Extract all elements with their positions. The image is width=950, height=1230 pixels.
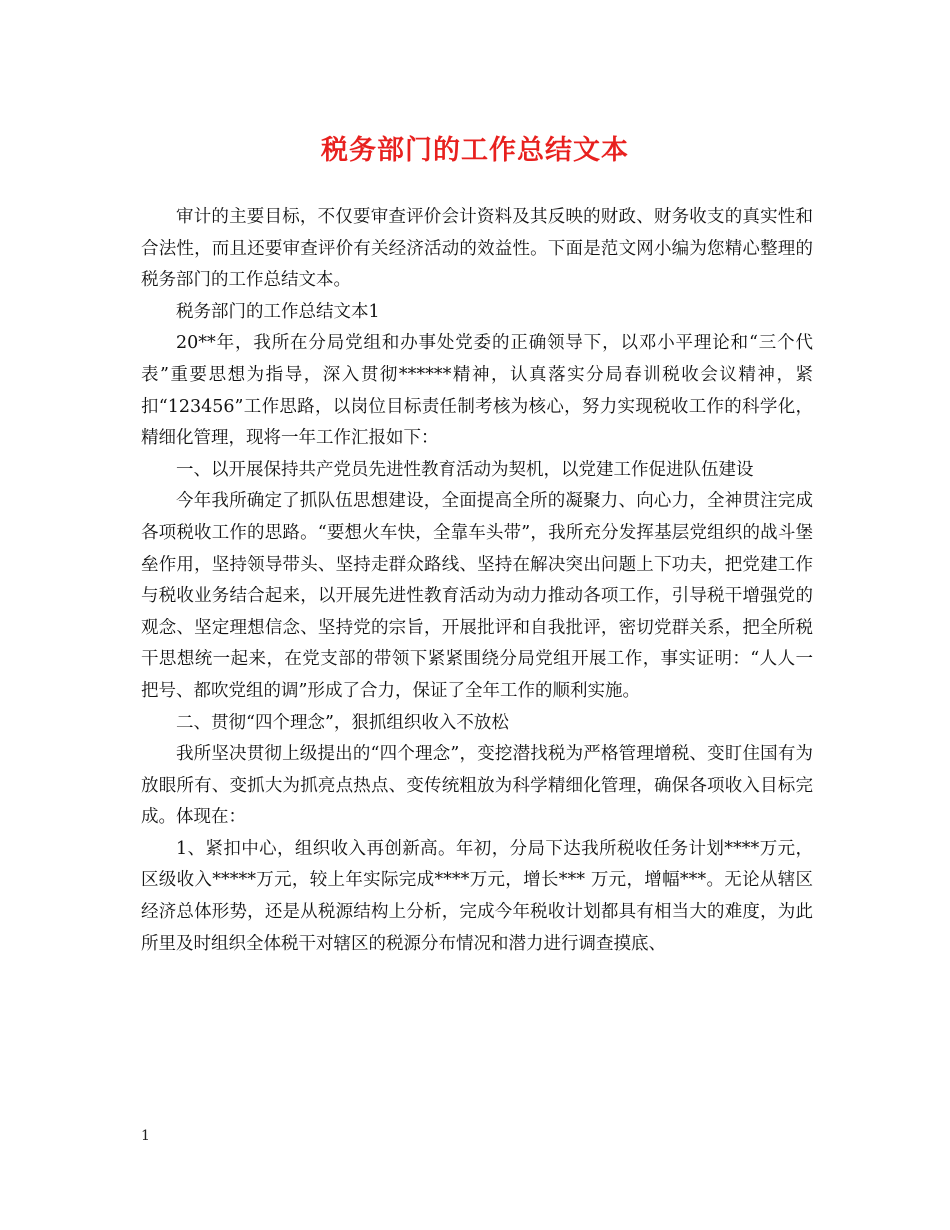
page-number: 1	[141, 1128, 150, 1144]
section-heading: 税务部门的工作总结文本1	[176, 301, 380, 322]
paragraph: 我所坚决贯彻上级提出的“四个理念”，变挖潜找税为严格管理增税、变盯住国有为放眼所有、变抓大为抓亮点热点、变传统粗放为科学精细化管理，确保各项收入目标完成。体现在：	[141, 744, 813, 828]
paragraph: 审计的主要目标，不仅要审查评价会计资料及其反映的财政、财务收支的真实性和合法性，而且还要审查评价有关经济活动的效益性。下面是范文网小编为您精心整理的税务部门的工作总结文本。	[141, 207, 813, 291]
section-heading: 二、贯彻“四个理念”，狠抓组织收入不放松	[176, 712, 509, 733]
paragraph: 20**年，我所在分局党组和办事处党委的正确领导下，以邓小平理论和“三个代表”重要思想为指导，深入贯彻******精神，认真落实分局春训税收会议精神，紧扣“123456”工作思路，以岗位目标责任制考核为核心，努力实现税收工作的科学化，精细化管理，现将一年工作汇报如下：	[141, 333, 813, 449]
document-body	[141, 202, 813, 960]
paragraph: 1、紧扣中心，组织收入再创新高。年初，分局下达我所税收任务计划****万元，区级收入*****万元，较上年实际完成****万元，增长*** 万元，增幅***。无论从辖区经济总体形势，还是从税源结构上分析，完成今年税收计划都具有相当大的难度，为此所里及时组织全体税干对辖区的税源分布情况和潜力进行调查摸底、	[141, 838, 813, 954]
section-heading: 一、以开展保持共产党员先进性教育活动为契机，以党建工作促进队伍建设	[176, 459, 754, 480]
document-title: 税务部门的工作总结文本	[321, 135, 629, 166]
paragraph: 今年我所确定了抓队伍思想建设，全面提高全所的凝聚力、向心力，全神贯注完成各项税收工作的思路。“要想火车快，全靠车头带”，我所充分发挥基层党组织的战斗堡垒作用，坚持领导带头、坚持走群众路线、坚持在解决突出问题上下功夫，把党建工作与税收业务结合起来，以开展先进性教育活动为动力推动各项工作，引导税干增强党的观念、坚定理想信念、坚持党的宗旨，开展批评和自我批评，密切党群关系，把全所税干思想统一起来，在党支部的带领下紧紧围绕分局党组开展工作，事实证明：“人人一把号、都吹党组的调”形成了合力，保证了全年工作的顺利实施。	[141, 491, 813, 701]
